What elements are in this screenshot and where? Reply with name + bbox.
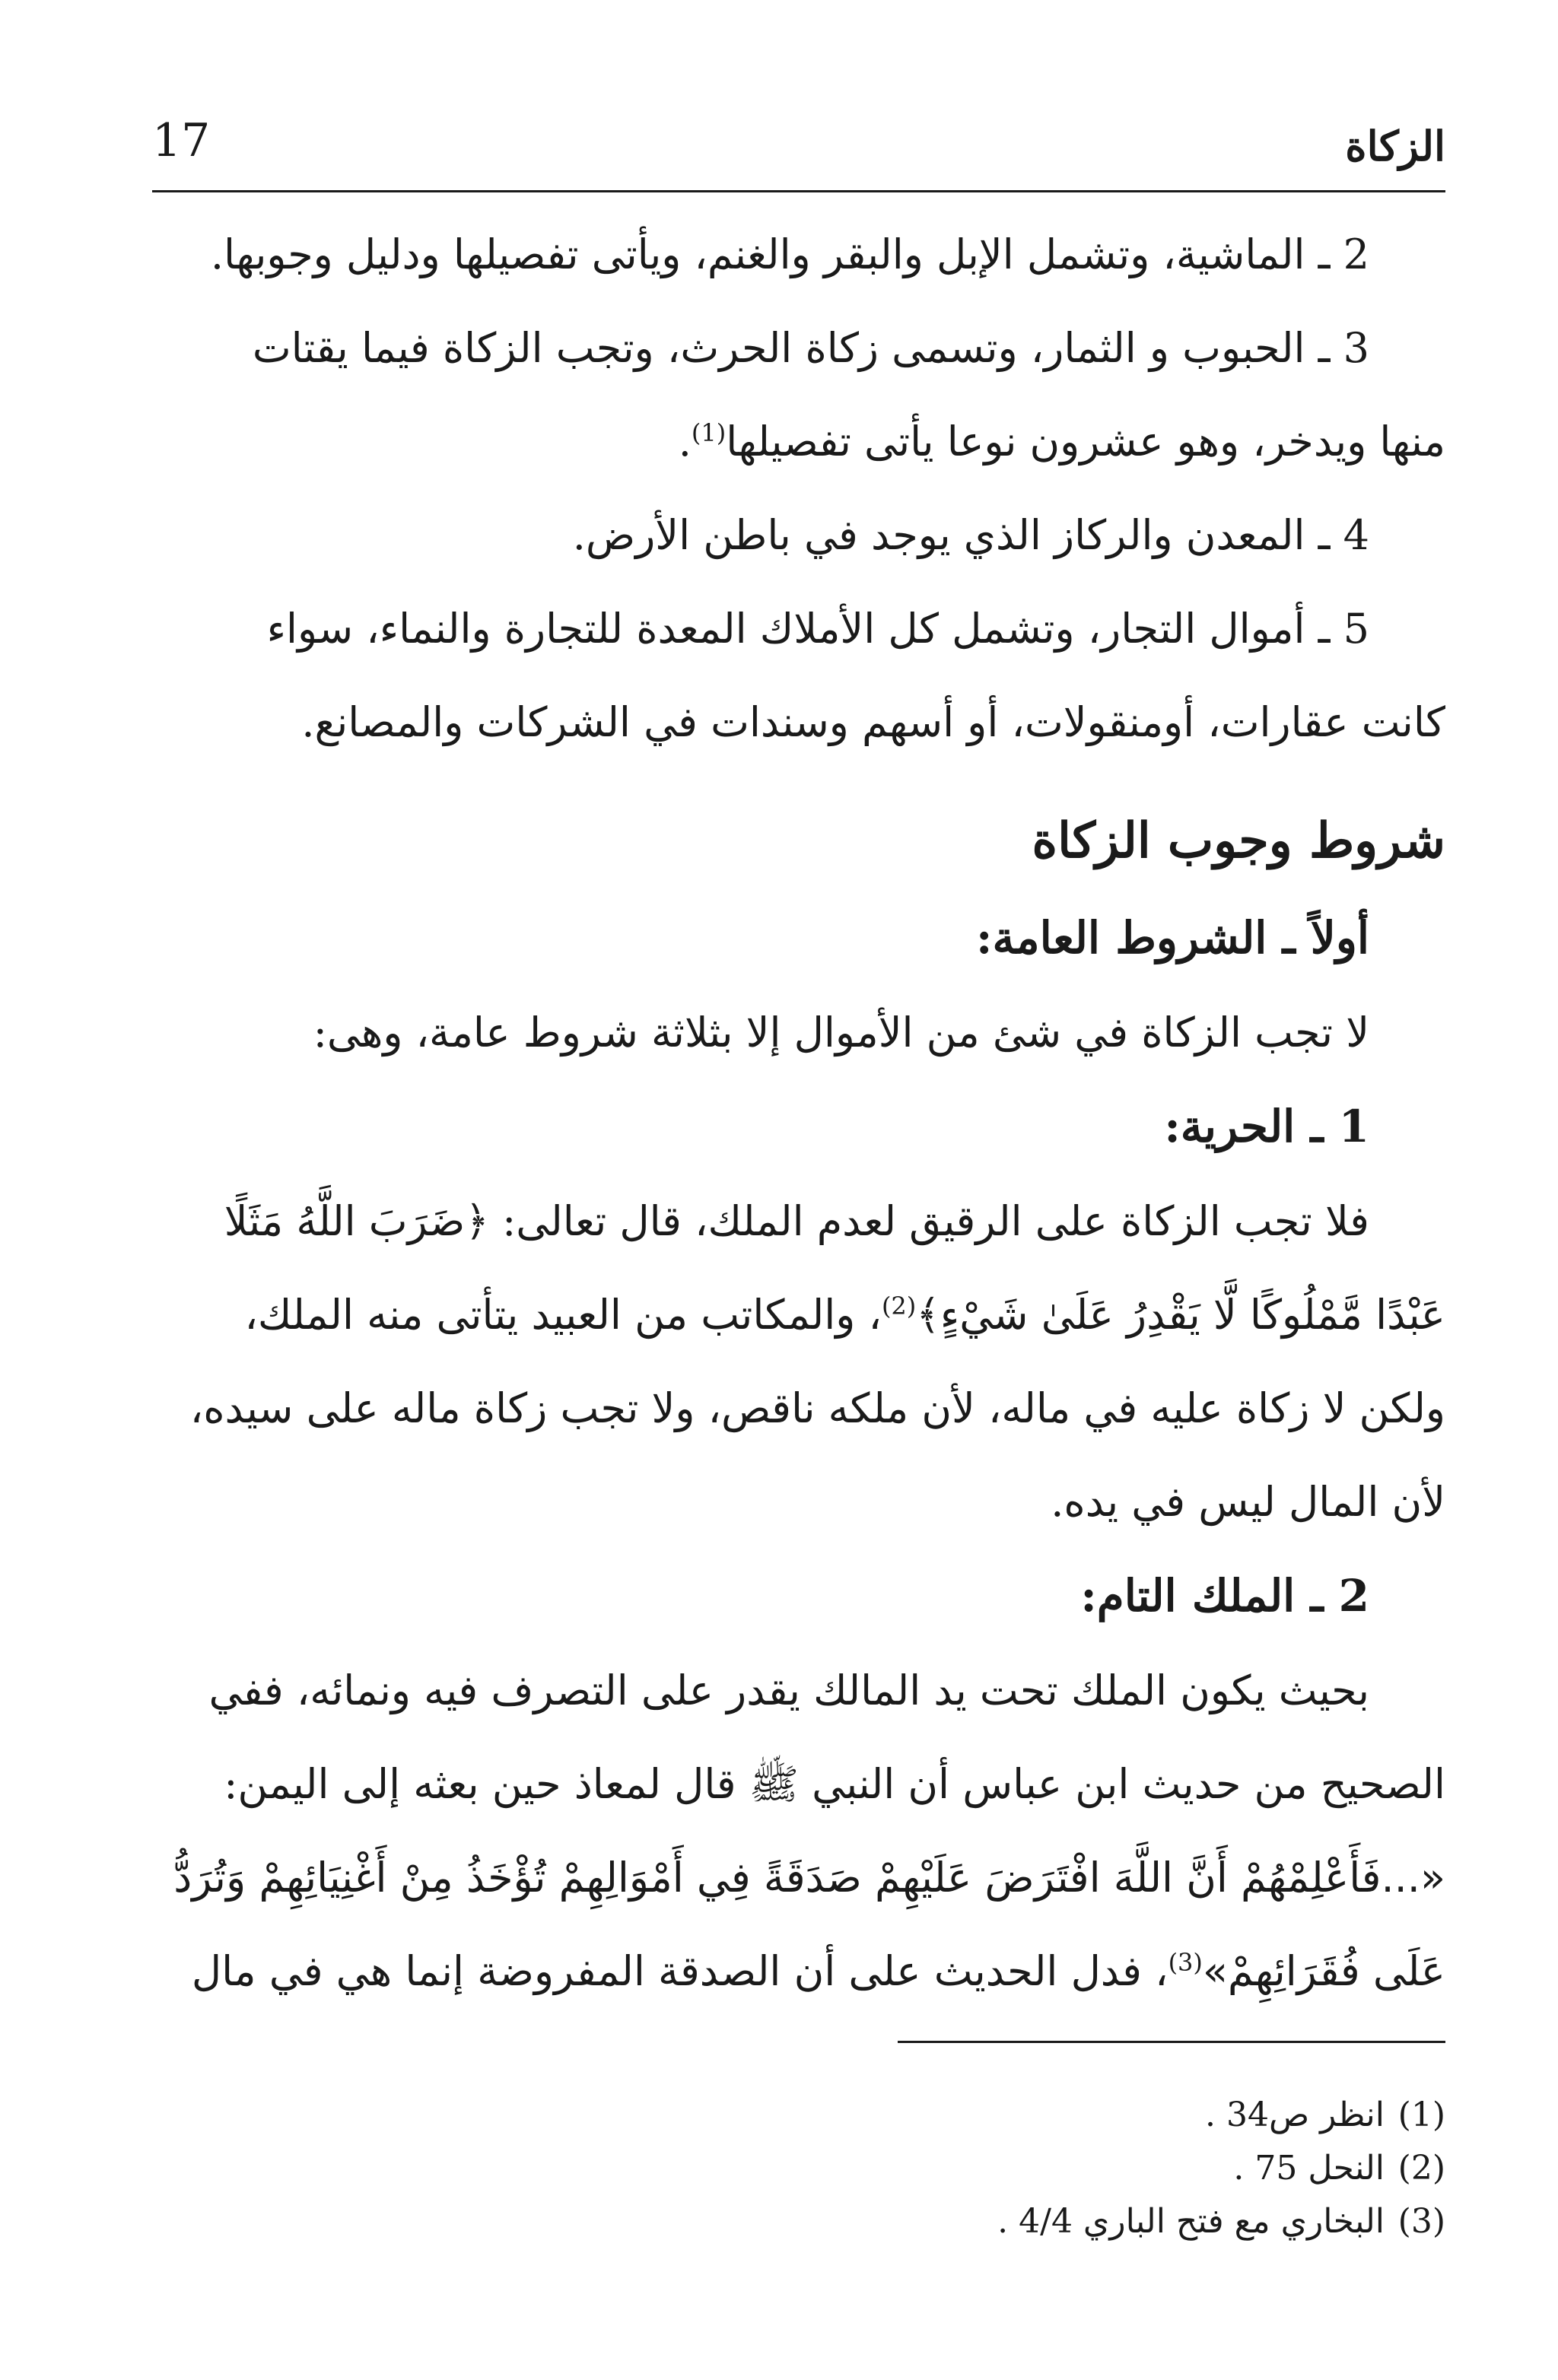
hadith-quote: «...فَأَعْلِمْهُمْ أَنَّ اللَّهَ افْتَرَضَ عَلَيْهِمْ صَدَقَةً فِي أَمْوَالِهِمْ تُؤْخَذُ مِنْ أَغْنِيَائِهِمْ وَتُرَدُّ: [173, 1854, 1445, 1902]
section-title: شروط وجوب الزكاة: [1032, 812, 1445, 869]
quran-quote: عَبْدًا مَّمْلُوكًا لَّا يَقْدِرُ عَلَىٰ شَيْءٍ﴾: [916, 1291, 1445, 1339]
paragraph-line: فلا تجب الزكاة على الرقيق لعدم الملك، قال تعالى: ﴿ضَرَبَ اللَّهُ مَثَلًا: [224, 1197, 1369, 1245]
footnote: (1)انظر ص34 .: [1204, 2096, 1445, 2134]
paragraph-line: لأن المال ليس في يده.: [1051, 1478, 1445, 1526]
page-number: 17: [152, 114, 211, 167]
main-text: [152, 208, 1445, 2018]
footnote-ref: (1): [691, 418, 727, 447]
list-item: 4 ـ المعدن والركاز الذي يوجد في باطن الأرض.: [572, 511, 1369, 559]
page: [152, 99, 1445, 2248]
list-item: 5 ـ أموال التجار، وتشمل كل الأملاك المعدة للتجارة والنماء، سواء: [266, 605, 1369, 653]
footnote-rule: [898, 2041, 1445, 2043]
intro-paragraph: لا تجب الزكاة في شئ من الأموال إلا بثلاثة شروط عامة، وهى:: [313, 1009, 1369, 1057]
footnotes: [152, 2089, 1445, 2248]
list-item-continuation: منها ويدخر، وهو عشرون نوعا يأتى تفصيلها$^{(1)}$.: [678, 418, 1445, 466]
footnote: (3)البخاري مع فتح الباري 4/4 .: [997, 2202, 1445, 2241]
running-title: الزكاة: [1345, 122, 1445, 170]
hadith-quote: عَلَى فُقَرَائِهِمْ»: [1202, 1947, 1445, 1995]
list-item: 2 ـ الماشية، وتشمل الإبل والبقر والغنم، ويأتى تفصيلها ودليل وجوبها.: [210, 230, 1369, 278]
condition-title: 2 ـ الملك التام:: [1080, 1570, 1369, 1622]
paragraph-line: بحيث يكون الملك تحت يد المالك يقدر على التصرف فيه ونمائه، ففي: [208, 1667, 1369, 1714]
list-item: 3 ـ الحبوب و الثمار، وتسمى زكاة الحرث، وتجب الزكاة فيما يقتات: [252, 324, 1369, 372]
running-header: [152, 99, 1445, 190]
paragraph-line: ولكن لا زكاة عليه في ماله، لأن ملكه ناقص، ولا تجب زكاة ماله على سيده،: [189, 1384, 1445, 1432]
paragraph-line: عَبْدًا مَّمْلُوكًا لَّا يَقْدِرُ عَلَىٰ شَيْءٍ﴾$^{(2)}$، والمكاتب من العبيد يتأتى منه الملك،: [244, 1291, 1445, 1339]
header-rule: [152, 190, 1445, 192]
list-item-continuation: كانت عقارات، أومنقولات، أو أسهم وسندات في الشركات والمصانع.: [301, 698, 1445, 746]
condition-title: 1 ـ الحرية:: [1164, 1101, 1369, 1152]
footnote: (2)النحل 75 .: [1233, 2149, 1445, 2188]
footnote-ref: (3): [1168, 1948, 1203, 1977]
paragraph-line: الصحيح من حديث ابن عباس أن النبي ﷺ قال لمعاذ حين بعثه إلى اليمن:: [224, 1760, 1445, 1808]
subsection-title: أولاً ـ الشروط العامة:: [976, 912, 1369, 964]
paragraph-line: عَلَى فُقَرَائِهِمْ»$^{(3)}$، فدل الحديث على أن الصدقة المفروضة إنما هي في مال: [191, 1947, 1445, 1995]
footnote-ref: (2): [881, 1292, 917, 1320]
